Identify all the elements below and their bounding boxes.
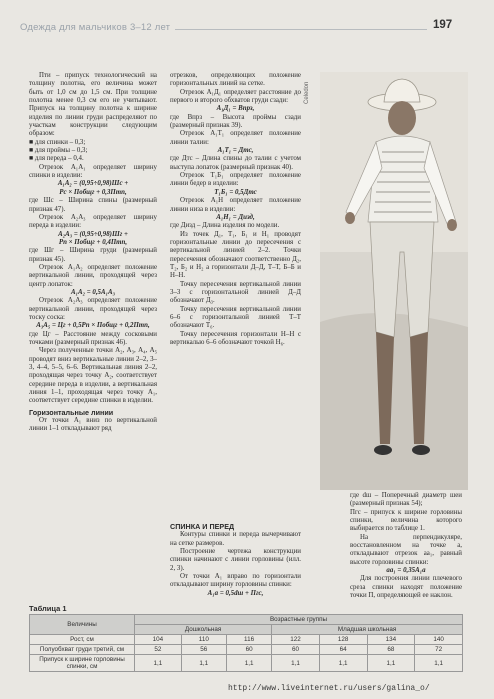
table-cell: 64 [319, 645, 367, 655]
table-cell: 1,1 [319, 655, 367, 672]
paragraph: Для построения линии плечевого среза спинки находят положение точки П, определяющей ее наклон. [350, 575, 462, 600]
table-cell: 1,1 [135, 655, 182, 672]
paragraph: Точку пересечения вертикальной линии 3–3 с горизонтальной линией Д–Д обозначают Д₃. [170, 280, 301, 305]
table-cell: 1,1 [181, 655, 226, 672]
group-header: Возрастные группы [135, 615, 463, 625]
list-item: ■ для спинки – 0,3; [29, 138, 86, 146]
paragraph: От точки А₁ вправо по горизонтали откладывают ширину горловины спинки: [170, 573, 301, 589]
text-column-3 [350, 492, 462, 600]
table-cell: 68 [367, 645, 415, 655]
paragraph: Из точек Д₁, Т₁, Б₁ и Н₁ проводят горизонтальные линии до пересечения с вертикальной линией 2–2. Точки пересечения обозначают соответственно Д₂, Т₂, Б₂ и Н₂ а горизонтали Д–Д, Т–Т, Б–Б и Н–Н. [170, 230, 301, 280]
list-item: ■ для переда – 0,4. [29, 155, 84, 163]
paragraph: Пгс – припуск к ширине горловины спинки, величина которого выбирается по таблице 1. [350, 508, 462, 533]
paragraph: где Шс – Ширина спины (размерный признак 47). [29, 197, 157, 213]
table-row [30, 645, 463, 655]
group-junior-school: Младшая школьная [272, 625, 463, 635]
sizes-table [29, 614, 463, 672]
table-cell: 72 [415, 645, 463, 655]
header-rule [175, 29, 427, 30]
paragraph: Отрезок А₂А₃ определяет ширину переда в изделии: [29, 213, 157, 230]
row-label: Полуобхват груди третий, см [30, 645, 135, 655]
table-cell: 128 [319, 635, 367, 645]
text-column-1 [29, 72, 157, 434]
formula: А₁Т₁ = Дтс, [217, 147, 254, 155]
paragraph: Точку пересечения горизонтали Н–Н с вертикалью 6–6 обозначают точкой Н₆. [170, 330, 301, 346]
table-cell: 104 [135, 635, 182, 645]
table-title: Таблица 1 [29, 604, 67, 613]
formula: Рп × Побщг + 0,4Птп, [58, 238, 128, 246]
formula: A₁A₂ = 0,5A₁A₃ [71, 288, 115, 296]
text-column-2 [170, 72, 301, 347]
group-preschool: Дошкольная [135, 625, 272, 635]
table-cell: 1,1 [272, 655, 320, 672]
formula: aa₁ = 0,35A₁a [386, 567, 426, 575]
row-label: Рост, см [30, 635, 135, 645]
table-row [30, 655, 463, 672]
page-number: 197 [433, 19, 453, 31]
formula: A₁a = 0,5dш + Пгс, [207, 589, 264, 597]
paragraph: Отрезок А₁А₁ определяет ширину спинки в изделии: [29, 163, 157, 180]
formula: Рс × Побщг + 0,3Птп, [59, 188, 127, 196]
photo-credit: Celedon [304, 81, 310, 104]
paragraph: где Шг – Ширина груди (размерный признак 45). [29, 247, 157, 263]
table-row [30, 635, 463, 645]
paragraph: Через полученные точки А₂, А₃, А₄, А₅ проводят вниз вертикальные линии 2–2, 3–3, 4–4, 5–5, 6–6. Вертикальная линия 2–2, проходящая через точку А₂, соответствует середине переда в изделии, а вертикальная линия 1–1, проходящая через точку А₁, соответствует середине спинки в изделии. [29, 347, 157, 405]
formula: A₂A₃ = (0,95÷0,98)Шг + [58, 230, 128, 238]
table-cell: 134 [367, 635, 415, 645]
paragraph: Контуры спинки и переда вычерчивают на сетке размеров. [170, 531, 301, 547]
paragraph: Точку пересечения вертикальной линии 6–6 с горизонтальной линией Т–Т обозначают Т₆. [170, 305, 301, 330]
paragraph: где dш – Поперечный диаметр шеи (размерный признак 54); [350, 492, 462, 508]
list-item: ■ для проймы – 0,3; [29, 147, 88, 155]
table-cell: 60 [272, 645, 320, 655]
table-cell: 110 [181, 635, 226, 645]
formula: Т₁Б₁ = 0,5Дтс [214, 188, 257, 196]
table-cell: 52 [135, 645, 182, 655]
table-cell: 56 [181, 645, 226, 655]
paragraph: На перпендикуляре, восстановленном на точке а, откладывают отрезок аа₁, равный высоте горловины спинки: [350, 533, 462, 566]
page-header [0, 19, 470, 37]
paragraph: Отрезок А₁Н определяет положение линии низа в изделии: [170, 197, 301, 213]
paragraph: отрезков, определяющих положение горизонтальных линий на сетке. [170, 72, 301, 88]
paragraph: От точки А₁ вниз по вертикальной линии 1–1 откладывают ряд [29, 417, 157, 433]
table-cell: 60 [226, 645, 271, 655]
text-column-2-lower [170, 520, 301, 598]
table-cell: 116 [226, 635, 271, 645]
model-photo [320, 72, 468, 490]
table-cell: 1,1 [367, 655, 415, 672]
col-header-values: Величины [30, 615, 135, 635]
paragraph: Построение чертежа конструкции спинки начинают с линии горловины (илл. 2, 3). [170, 548, 301, 572]
table-cell: 140 [415, 635, 463, 645]
paragraph: где Цг – Расстояние между сосковыми точками (размерный признак 46). [29, 330, 157, 346]
paragraph: где Дтс – Длина спины до талии с учетом выступа лопаток (размерный признак 40). [170, 155, 301, 171]
formula: A₁A₂ = (0,95÷0,98)Шс + [57, 180, 129, 188]
formula: А₁Д₁ = Впрз, [216, 105, 255, 113]
formula: A₃A₅ = Цг + 0,5Рп × Побщг + 0,2Птп, [36, 322, 150, 330]
paragraph: Отрезок А₂А₃ определяет положение вертикальной линии, проходящей через тоску соска: [29, 297, 157, 321]
source-url: http://www.liveinternet.ru/users/galina_o/ [228, 684, 430, 693]
section-subheading: Горизонтальные линии [29, 407, 114, 417]
boy-in-hat-illustration [320, 72, 468, 490]
paragraph: Отрезок А₁А₂ определяет положение вертикальной линии, проходящей через центр лопаток: [29, 263, 157, 288]
table-cell: 122 [272, 635, 320, 645]
paragraph: где Дизд – Длина изделия по модели. [170, 222, 280, 230]
paragraph: где Впрз – Высота проймы сзади (размерный признак 39). [170, 113, 301, 130]
paragraph: Отрезок А₁Д₁ определяет расстояние до первого и второго обхватов груди сзади: [170, 88, 301, 105]
table-cell: 1,1 [226, 655, 271, 672]
paragraph: Пти – припуск технологический на толщину полотна, его величина может быть от 1,0 см до 1,5 см. При толщине полотна менее 0,3 см его не учитывают. Припуск на толщину полотна к ширине изделия по линии груди распределяют по участкам конструкции следующим образом: [29, 72, 157, 138]
paragraph: Отрезок А₁Т₁ определяет положение линии талии: [170, 130, 301, 146]
running-title: Одежда для мальчиков 3–12 лет [20, 22, 171, 33]
paragraph: Отрезок Т₁Б₁ определяет положение линии бедер в изделии: [170, 172, 301, 188]
row-label: Припуск к ширине горловины спинки, см [30, 655, 135, 672]
table-cell: 1,1 [415, 655, 463, 672]
formula: А₁Н₁ = Дизд, [216, 213, 255, 221]
section-heading: СПИНКА И ПЕРЕД [170, 522, 235, 531]
